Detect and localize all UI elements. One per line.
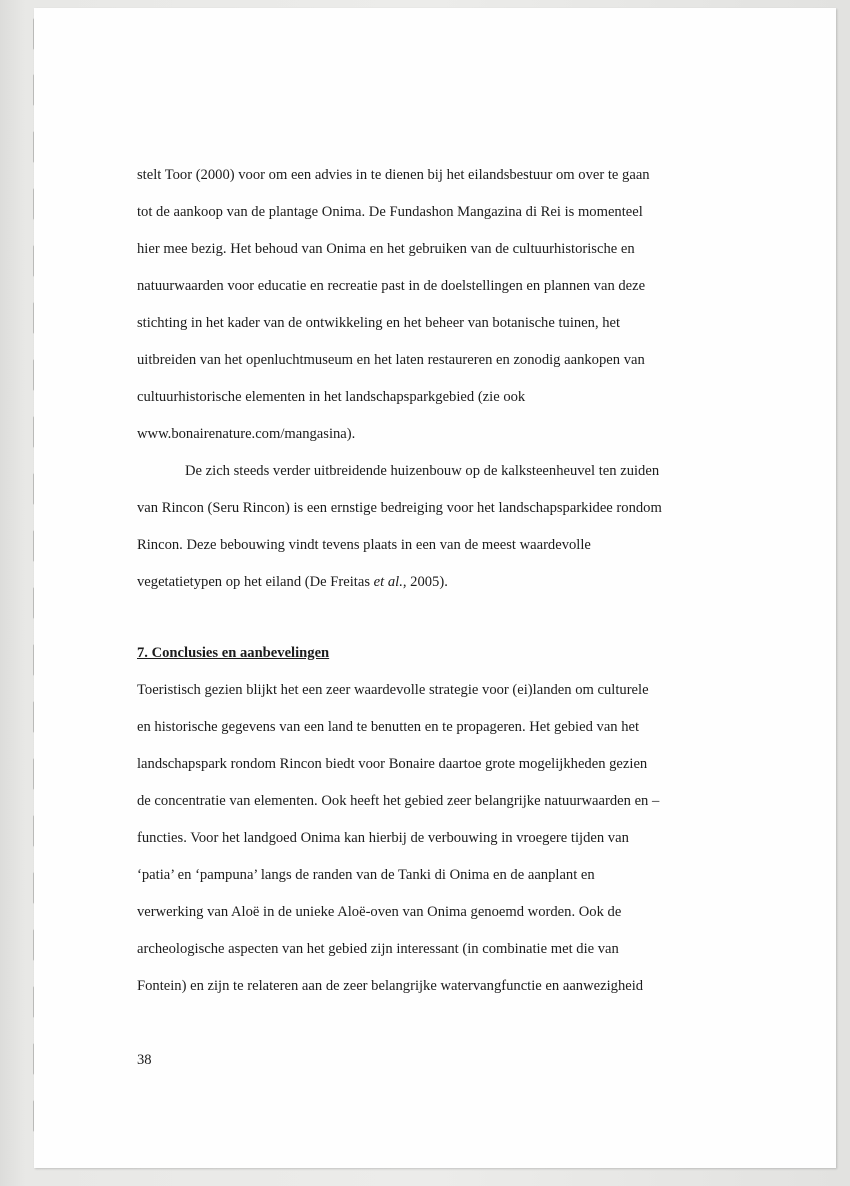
body-line: www.bonairenature.com/mangasina). [137,426,356,442]
body-line: Fontein) en zijn te relateren aan de zeer belangrijke watervangfunctie en aanwezigheid [137,978,644,994]
body-line: van Rincon (Seru Rincon) is een ernstige bedreiging voor het landschapsparkidee rondom [137,500,662,516]
body-line: functies. Voor het landgoed Onima kan hierbij de verbouwing in vroegere tijden van [137,830,629,846]
body-line: ‘patia’ en ‘pampuna’ langs de randen van de Tanki di Onima en de aanplant en [137,867,595,883]
body-line: stelt Toor (2000) voor om een advies in te dienen bij het eilandsbestuur om over te gaan [137,167,650,183]
body-line: archeologische aspecten van het gebied zijn interessant (in combinatie met die van [137,941,619,957]
body-line: verwerking van Aloë in de unieke Aloë-oven van Onima genoemd worden. Ook de [137,904,622,920]
body-line [137,564,727,601]
body-line: landschapspark rondom Rincon biedt voor Bonaire daartoe grote mogelijkheden gezien [137,756,648,772]
page-content [137,157,727,1005]
page-number: 38 [137,1052,152,1068]
body-line: uitbreiden van het openluchtmuseum en het laten restaureren en zonodig aankopen van [137,352,645,368]
body-line: hier mee bezig. Het behoud van Onima en het gebruiken van de cultuurhistorische en [137,241,635,257]
body-line: en historische gegevens van een land te benutten en te propageren. Het gebied van het [137,719,640,735]
body-line: cultuurhistorische elementen in het landschapsparkgebied (zie ook [137,389,526,405]
italic-citation: et al. [373,574,403,590]
section-heading: 7. Conclusies en aanbevelingen [137,645,330,661]
body-line: tot de aankoop van de plantage Onima. De Fundashon Mangazina di Rei is momenteel [137,204,643,220]
body-line: natuurwaarden voor educatie en recreatie past in de doelstellingen en plannen van deze [137,278,646,294]
body-line: stichting in het kader van de ontwikkeling en het beheer van botanische tuinen, het [137,315,621,331]
body-text: vegetatietypen op het eiland (De Freitas [137,574,371,590]
body-line: Rincon. Deze bebouwing vindt tevens plaats in een van de meest waardevolle [137,537,591,553]
body-line: De zich steeds verder uitbreidende huizenbouw op de kalksteenheuvel ten zuiden [185,463,660,479]
body-text: , 2005). [402,574,448,590]
body-line: Toeristisch gezien blijkt het een zeer waardevolle strategie voor (ei)landen om culturele [137,682,649,698]
body-line: de concentratie van elementen. Ook heeft het gebied zeer belangrijke natuurwaarden en – [137,793,660,809]
